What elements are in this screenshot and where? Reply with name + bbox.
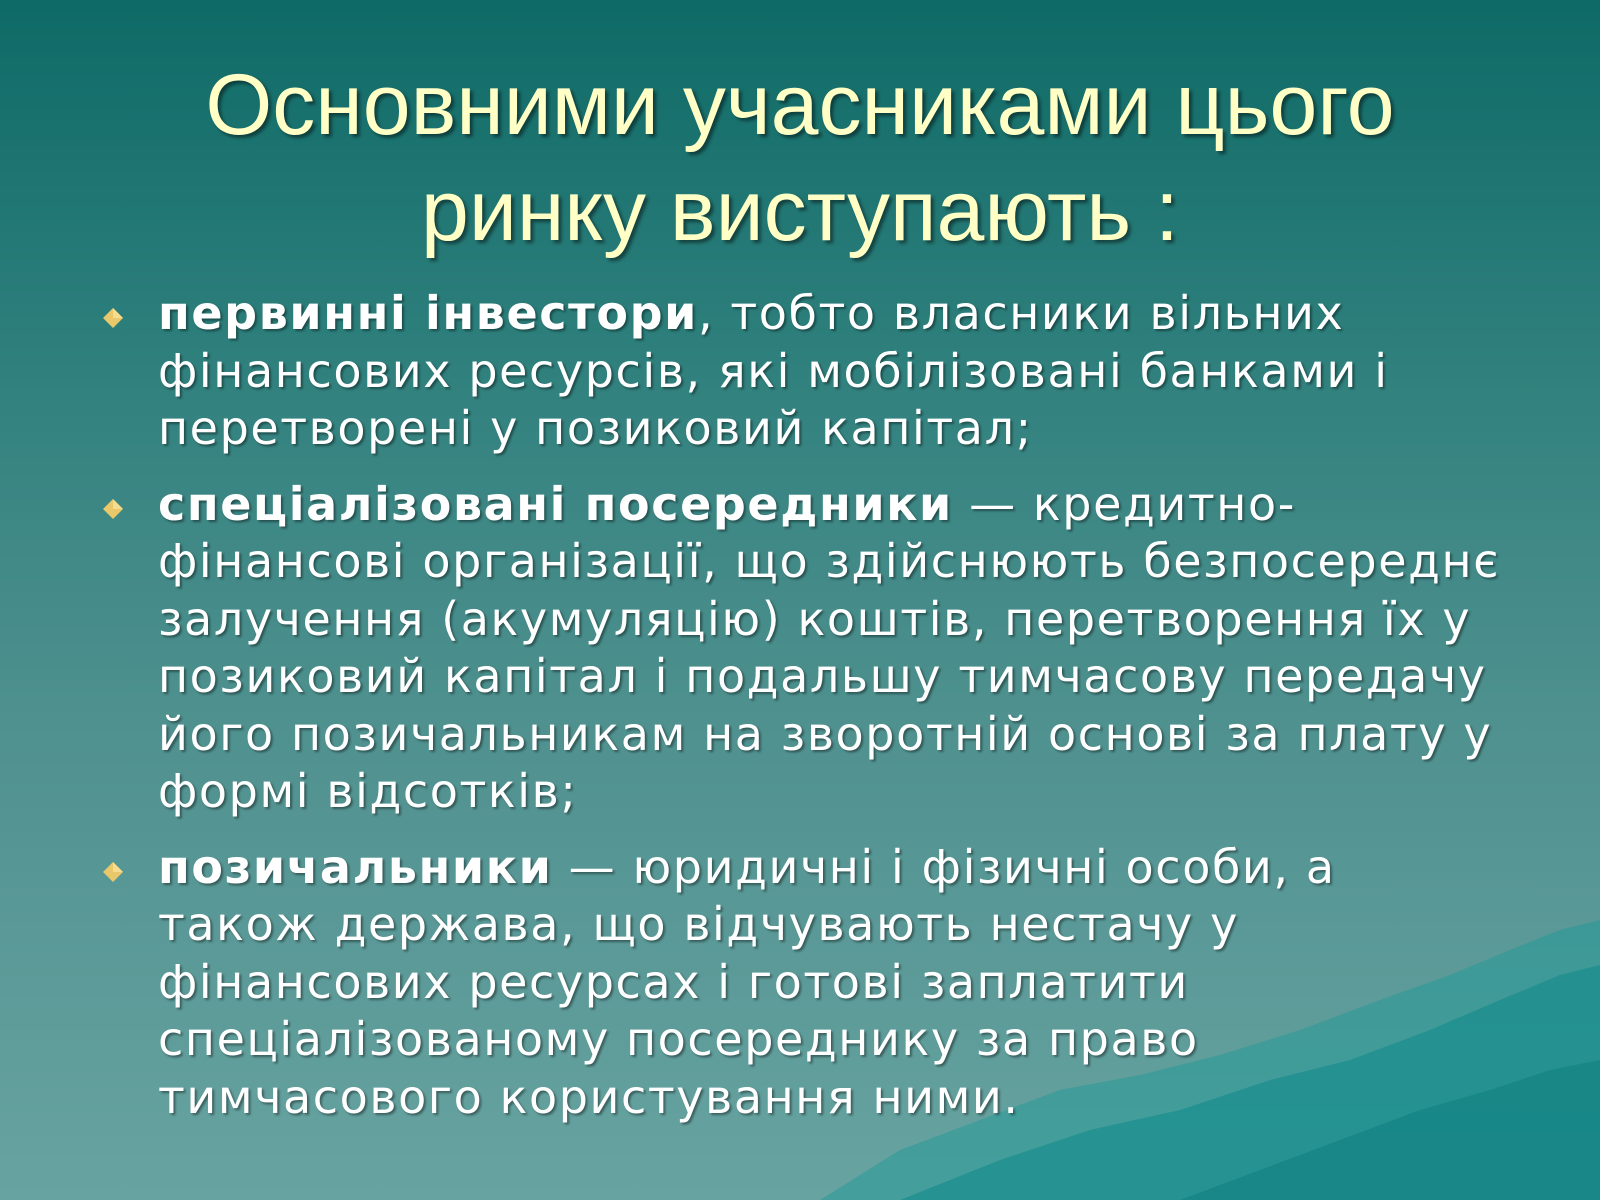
diamond-bullet-icon: [102, 307, 124, 329]
bullet-text: — кредитно-фінансові організації, що здійснюють безпосереднє залучення (акумуляцію) коштів, перетворення їх у позиковий капітал і подальшу тимчасову передачу його позичальникам на зворотній основі за плату у формі відсотків;: [158, 476, 1501, 818]
bullet-text: — юридичні і фізичні особи, а також держава, що відчувають нестачу у фінансових ресурсах і готові заплатити спеціалізованому посереднику за право тимчасового користування ними.: [158, 839, 1336, 1124]
bullet-item-specialized-intermediaries: [96, 476, 1506, 821]
diamond-bullet-icon: [102, 861, 124, 883]
slide-title: [0, 52, 1600, 264]
bullet-term: спеціалізовані посередники: [158, 476, 953, 531]
slide-title-line-2: ринку виступають :: [421, 163, 1179, 259]
bullet-item-primary-investors: [96, 285, 1506, 458]
bullet-text: , тобто власники вільних фінансових ресурсів, які мобілізовані банками і перетворені у позиковий капітал;: [158, 286, 1389, 455]
slide-title-line-1: Основними учасниками цього: [205, 57, 1395, 153]
bullet-list: [96, 285, 1506, 1144]
bullet-term: первинні інвестори: [158, 286, 698, 340]
diamond-bullet-icon: [102, 498, 124, 520]
bullet-item-borrowers: [96, 839, 1506, 1127]
bullet-term: позичальники: [158, 839, 553, 894]
